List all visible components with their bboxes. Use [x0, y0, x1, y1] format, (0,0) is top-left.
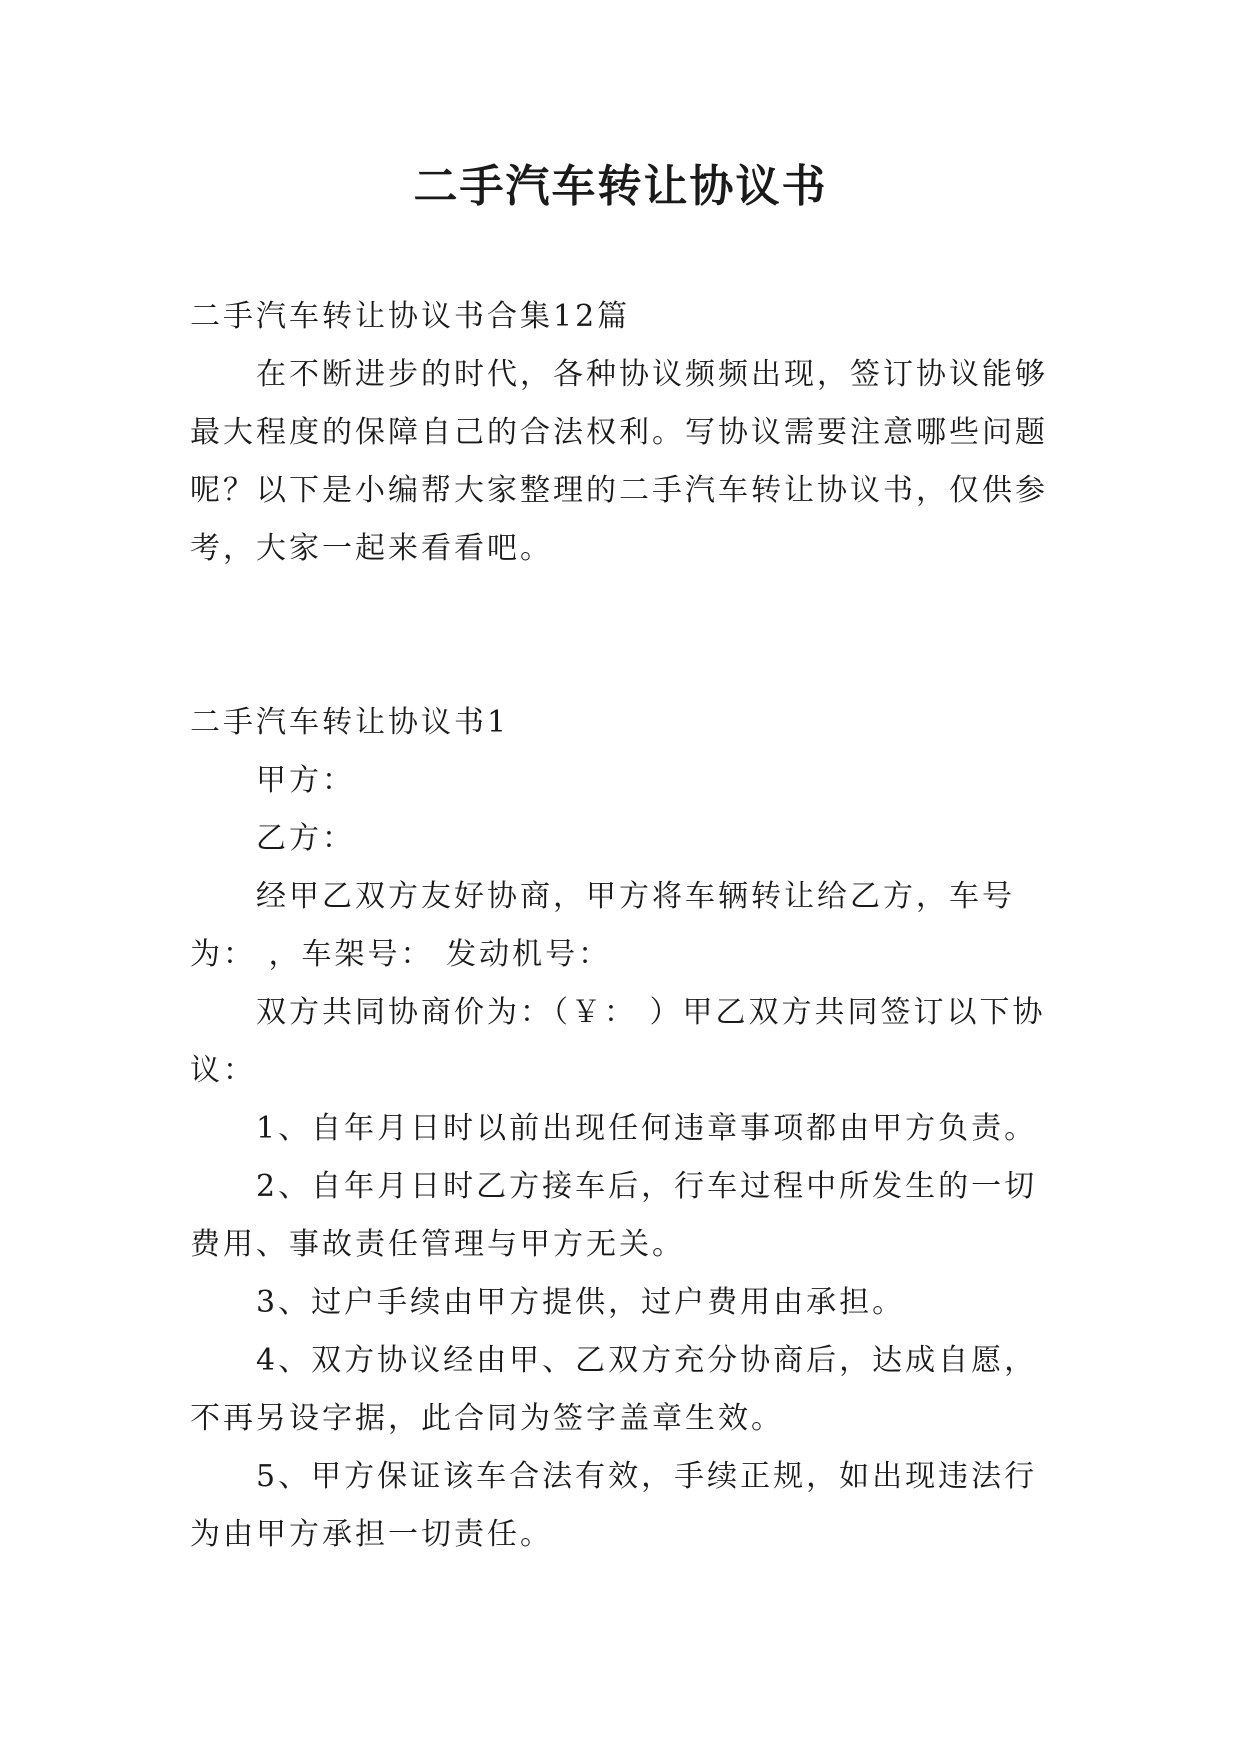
collection-subtitle: 二手汽车转让协议书合集12篇 [190, 299, 631, 334]
intro-paragraph: 在不断进步的时代，各种协议频频出现，签订协议能够最大程度的保障自己的合法权利。写协议需要注意哪些问题呢？以下是小编帮大家整理的二手汽车转让协议书，仅供参考，大家一起来看看吧。 [190, 357, 1048, 566]
party-a-line: 甲方： [256, 763, 355, 798]
vehicle-info-paragraph: 经甲乙双方友好协商，甲方将车辆转让给乙方，车号为： ，车架号： 发动机号： [190, 879, 1015, 972]
section-heading: 二手汽车转让协议书1 [190, 705, 510, 740]
clause-1: 1、自年月日时以前出现任何违章事项都由甲方负责。 [256, 1111, 1038, 1146]
clause-4: 4、双方协议经由甲、乙双方充分协商后，达成自愿，不再另设字据，此合同为签字盖章生效。 [190, 1343, 1038, 1436]
section-spacer [190, 578, 1058, 694]
document-body [190, 288, 1058, 1564]
clause-5: 5、甲方保证该车合法有效，手续正规，如出现违法行为由甲方承担一切责任。 [190, 1459, 1038, 1552]
price-paragraph: 双方共同协商价为：（￥： ）甲乙双方共同签订以下协议： [190, 995, 1046, 1088]
party-b-line: 乙方： [256, 821, 355, 856]
document-title: 二手汽车转让协议书 [413, 161, 828, 212]
clause-3: 3、过户手续由甲方提供，过户费用由承担。 [256, 1285, 906, 1320]
clause-2: 2、自年月日时乙方接车后，行车过程中所发生的一切费用、事故责任管理与甲方无关。 [190, 1169, 1038, 1262]
